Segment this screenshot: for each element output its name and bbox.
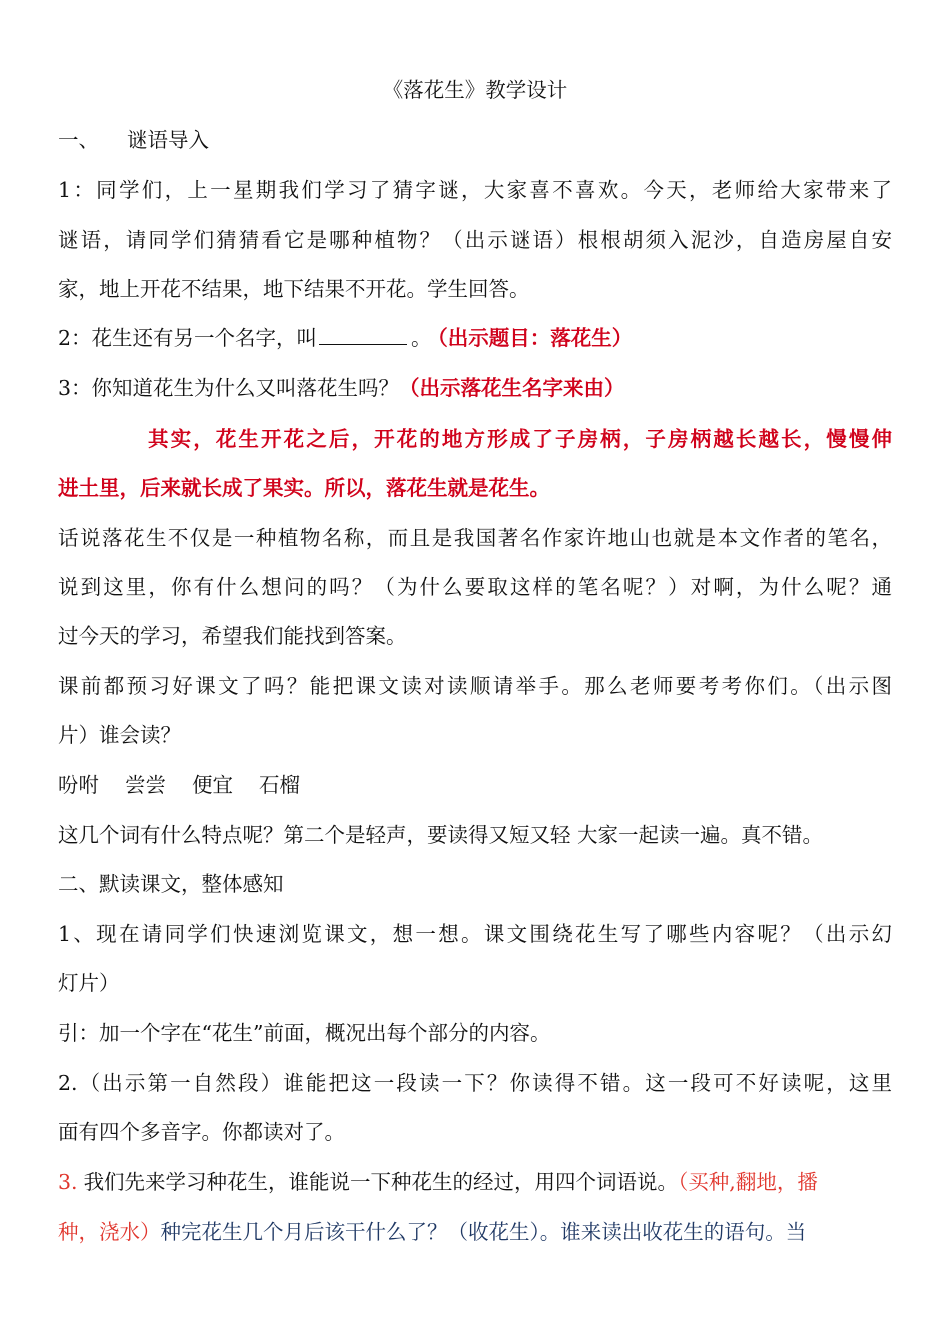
paragraph-9: 引：加一个字在“花生”前面，概况出每个部分的内容。: [58, 1021, 551, 1045]
section-heading-2: 二、默读课文，整体感知: [58, 872, 284, 896]
paragraph-1-line-2: 谜语，请同学们猜猜看它是哪种植物？（出示谜语）根根胡须入泥沙，自造房屋自安: [58, 228, 892, 252]
paragraph-3: [58, 374, 625, 402]
paragraph-11-line-2: [58, 1218, 806, 1246]
blue-text: 种完花生几个月后该干什么了？（收花生）。谁来读出收花生的语句。当: [160, 1220, 807, 1244]
paragraph-8-line-1: 1、现在请同学们快速浏览课文，想一想。课文围绕花生写了哪些内容呢？（出示幻: [58, 922, 892, 946]
question-text: 2：花生还有另一个名字，叫: [58, 326, 318, 350]
red-note: （出示落花生名字来由）: [399, 376, 625, 400]
red-note: 种，浇水）: [58, 1220, 161, 1244]
paragraph-10-line-2: 面有四个多音字。你都读对了。: [58, 1120, 345, 1144]
paragraph-11-line-1: [58, 1168, 818, 1196]
paragraph-4-line-1: 其实，花生开花之后，开花的地方形成了子房柄，子房柄越长越长，慢慢伸: [148, 427, 892, 451]
fill-blank: [319, 326, 407, 345]
paragraph-5-line-1: 话说落花生不仅是一种植物名称，而且是我国著名作家许地山也就是本文作者的笔名，: [58, 526, 892, 550]
paragraph-7: 这几个词有什么特点呢？第二个是轻声，要读得又短又轻 大家一起读一遍。真不错。: [58, 823, 824, 847]
paragraph-6-line-2: 片）谁会读？: [58, 723, 181, 747]
vocab-word: 吩咐: [58, 773, 99, 797]
page-title: 《落花生》教学设计: [382, 78, 568, 102]
paragraph-10-line-1: 2.（出示第一自然段）谁能把这一段读一下？你读得不错。这一段可不好读呢，这里: [58, 1071, 892, 1095]
paragraph-1-line-3: 家，地上开花不结果，地下结果不开花。学生回答。: [58, 277, 530, 301]
paragraph-5-line-2: 说到这里，你有什么想问的吗？（为什么要取这样的笔名呢？）对啊，为什么呢？通: [58, 575, 892, 599]
vocabulary-list: [58, 771, 300, 799]
item-number: 3.: [58, 1170, 78, 1194]
period: 。: [411, 326, 432, 350]
section-title: 谜语导入: [127, 128, 209, 152]
paragraph-1-line-1: 1：同学们，上一星期我们学习了猜字谜，大家喜不喜欢。今天，老师给大家带来了: [58, 178, 892, 202]
paragraph-text: 我们先来学习种花生，谁能说一下种花生的经过，用四个词语说。: [83, 1170, 679, 1194]
paragraph-6-line-1: 课前都预习好课文了吗？能把课文读对读顺请举手。那么老师要考考你们。（出示图: [58, 674, 892, 698]
paragraph-5-line-3: 过今天的学习，希望我们能找到答案。: [58, 624, 407, 648]
question-text: 3：你知道花生为什么又叫落花生吗？: [58, 376, 400, 400]
vocab-word: 尝尝: [125, 773, 166, 797]
paragraph-4-line-2: 进土里，后来就长成了果实。所以，落花生就是花生。: [58, 476, 550, 500]
red-note: （买种,翻地，播: [678, 1170, 818, 1194]
section-number: 一、: [58, 128, 99, 152]
vocab-word: 石榴: [259, 773, 300, 797]
paragraph-8-line-2: 灯片）: [58, 971, 120, 995]
vocab-word: 便宜: [192, 773, 233, 797]
paragraph-2: [58, 324, 632, 352]
section-heading-1: [58, 126, 209, 154]
red-note: （出示题目：落花生）: [437, 326, 633, 350]
